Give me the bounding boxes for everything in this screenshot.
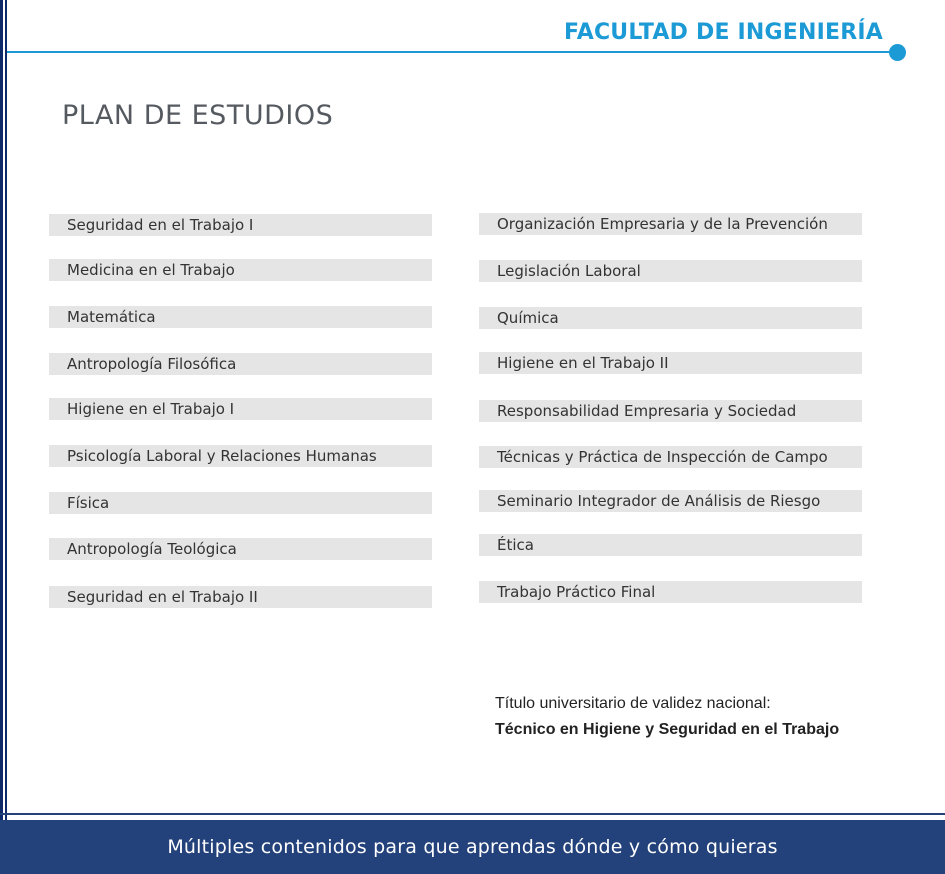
header-dot-icon xyxy=(889,44,906,61)
course-item: Seguridad en el Trabajo I xyxy=(49,214,432,236)
degree-name: Técnico en Higiene y Seguridad en el Trabajo xyxy=(495,721,840,738)
header-divider xyxy=(7,51,897,53)
course-item: Psicología Laboral y Relaciones Humanas xyxy=(49,445,432,467)
course-item: Medicina en el Trabajo xyxy=(49,259,432,281)
left-border xyxy=(0,0,7,874)
course-item: Higiene en el Trabajo II xyxy=(479,352,862,374)
course-item: Organización Empresaria y de la Prevención xyxy=(479,213,862,235)
faculty-title: FACULTAD DE INGENIERÍA xyxy=(564,20,883,45)
course-item: Seminario Integrador de Análisis de Riesgo xyxy=(479,490,862,512)
course-item: Antropología Teológica xyxy=(49,538,432,560)
course-item: Higiene en el Trabajo I xyxy=(49,398,432,420)
footer-banner xyxy=(0,820,945,874)
course-item: Legislación Laboral xyxy=(479,260,862,282)
course-item: Técnicas y Práctica de Inspección de Campo xyxy=(479,446,862,468)
course-item: Química xyxy=(479,307,862,329)
course-item: Física xyxy=(49,492,432,514)
footer-divider xyxy=(0,813,945,815)
course-item: Ética xyxy=(479,534,862,556)
course-item: Seguridad en el Trabajo II xyxy=(49,586,432,608)
course-item: Matemática xyxy=(49,306,432,328)
course-item: Antropología Filosófica xyxy=(49,353,432,375)
degree-label: Título universitario de validez nacional: xyxy=(495,695,771,712)
course-item: Responsabilidad Empresaria y Sociedad xyxy=(479,400,862,422)
page-title: PLAN DE ESTUDIOS xyxy=(62,100,334,131)
footer-tagline: Múltiples contenidos para que aprendas dónde y cómo quieras xyxy=(167,836,778,858)
course-item: Trabajo Práctico Final xyxy=(479,581,862,603)
